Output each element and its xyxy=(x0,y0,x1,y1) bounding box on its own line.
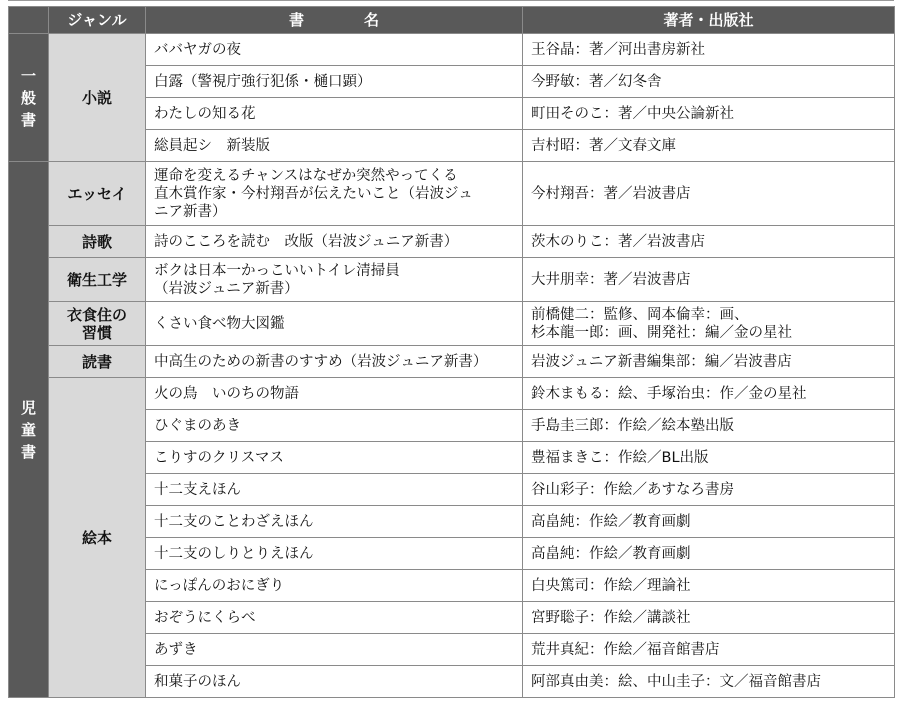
table-row xyxy=(9,162,895,226)
book-title: ババヤガの夜 xyxy=(146,34,523,66)
table-row xyxy=(9,258,895,302)
book-author: 鈴木まもる：絵、手塚治虫：作／金の星社 xyxy=(523,378,895,410)
header-title-char-1: 書 xyxy=(288,11,304,29)
book-author: 岩波ジュニア新書編集部：編／岩波書店 xyxy=(523,346,895,378)
book-title: 中高生のための新書のすすめ（岩波ジュニア新書） xyxy=(146,346,523,378)
book-author: 町田そのこ：著／中央公論新社 xyxy=(523,98,895,130)
genre-lifestyle-habits xyxy=(49,302,146,346)
book-title: 十二支のしりとりえほん xyxy=(146,538,523,570)
genre-poetry: 詩歌 xyxy=(49,226,146,258)
book-author: 宮野聡子：作絵／講談社 xyxy=(523,602,895,634)
book-title: くさい食べ物大図鑑 xyxy=(146,302,523,346)
book-title: 総員起シ 新装版 xyxy=(146,130,523,162)
book-author: 吉村昭：著／文春文庫 xyxy=(523,130,895,162)
book-title: あずき xyxy=(146,634,523,666)
book-title: わたしの知る花 xyxy=(146,98,523,130)
table-row xyxy=(9,226,895,258)
table-row xyxy=(9,34,895,66)
book-author: 荒井真紀：作絵／福音館書店 xyxy=(523,634,895,666)
book-title: 火の鳥 いのちの物語 xyxy=(146,378,523,410)
book-title-line: ニア新書） xyxy=(154,203,227,220)
book-title-line: 直木賞作家・今村翔吾が伝えたいこと（岩波ジュ xyxy=(154,185,473,202)
genre-line: 衣食住の xyxy=(66,305,127,324)
book-author: 大井朋幸：著／岩波書店 xyxy=(523,258,895,302)
header-title xyxy=(146,7,523,34)
book-author: 王谷晶：著／河出書房新社 xyxy=(523,34,895,66)
book-title-line: （岩波ジュニア新書） xyxy=(154,280,299,297)
category-general: 一般書 xyxy=(9,34,49,162)
book-table xyxy=(8,6,895,698)
book-title-line: ボクは日本一かっこいいトイレ清掃員 xyxy=(154,262,400,279)
book-title: ひぐまのあき xyxy=(146,410,523,442)
header-title-char-2: 名 xyxy=(364,11,380,29)
book-author: 豊福まきこ：作絵／BL出版 xyxy=(523,442,895,474)
genre-essay: エッセイ xyxy=(49,162,146,226)
book-author xyxy=(523,302,895,346)
book-title: こりすのクリスマス xyxy=(146,442,523,474)
book-title: 詩のこころを読む 改版（岩波ジュニア新書） xyxy=(146,226,523,258)
top-border xyxy=(8,0,894,1)
book-author: 手島圭三郎：作絵／絵本塾出版 xyxy=(523,410,895,442)
category-children: 児童書 xyxy=(9,162,49,698)
genre-sanitary-engineering: 衛生工学 xyxy=(49,258,146,302)
book-author: 今野敏：著／幻冬舎 xyxy=(523,66,895,98)
book-title: にっぽんのおにぎり xyxy=(146,570,523,602)
header-author-publisher: 著者・出版社 xyxy=(523,7,895,34)
book-author-line: 前橋健二：監修、岡本倫幸：画、 xyxy=(531,306,749,323)
book-title: 十二支のことわざえほん xyxy=(146,506,523,538)
book-title: 和菓子のほん xyxy=(146,666,523,698)
book-author: 今村翔吾：著／岩波書店 xyxy=(523,162,895,226)
book-title xyxy=(146,162,523,226)
genre-picture-book: 絵本 xyxy=(49,378,146,698)
table-row xyxy=(9,346,895,378)
book-author: 高畠純：作絵／教育画劇 xyxy=(523,538,895,570)
book-title: 十二支えほん xyxy=(146,474,523,506)
header-genre: ジャンル xyxy=(49,7,146,34)
genre-line: 習慣 xyxy=(81,323,112,342)
genre-novel: 小説 xyxy=(49,34,146,162)
header-category xyxy=(9,7,49,34)
book-author: 白央篤司：作絵／理論社 xyxy=(523,570,895,602)
table-row xyxy=(9,302,895,346)
book-title: 白露（警視庁強行犯係・樋口顕） xyxy=(146,66,523,98)
book-title xyxy=(146,258,523,302)
book-author-line: 杉本龍一郎：画、開発社：編／金の星社 xyxy=(531,324,792,341)
book-author: 茨木のりこ：著／岩波書店 xyxy=(523,226,895,258)
book-author: 阿部真由美：絵、中山圭子：文／福音館書店 xyxy=(523,666,895,698)
header-row xyxy=(9,7,895,34)
book-author: 谷山彩子：作絵／あすなろ書房 xyxy=(523,474,895,506)
book-title: おぞうにくらべ xyxy=(146,602,523,634)
genre-reading: 読書 xyxy=(49,346,146,378)
table-row xyxy=(9,378,895,410)
book-author: 高畠純：作絵／教育画劇 xyxy=(523,506,895,538)
book-title-line: 運命を変えるチャンスはなぜか突然やってくる xyxy=(154,167,458,184)
